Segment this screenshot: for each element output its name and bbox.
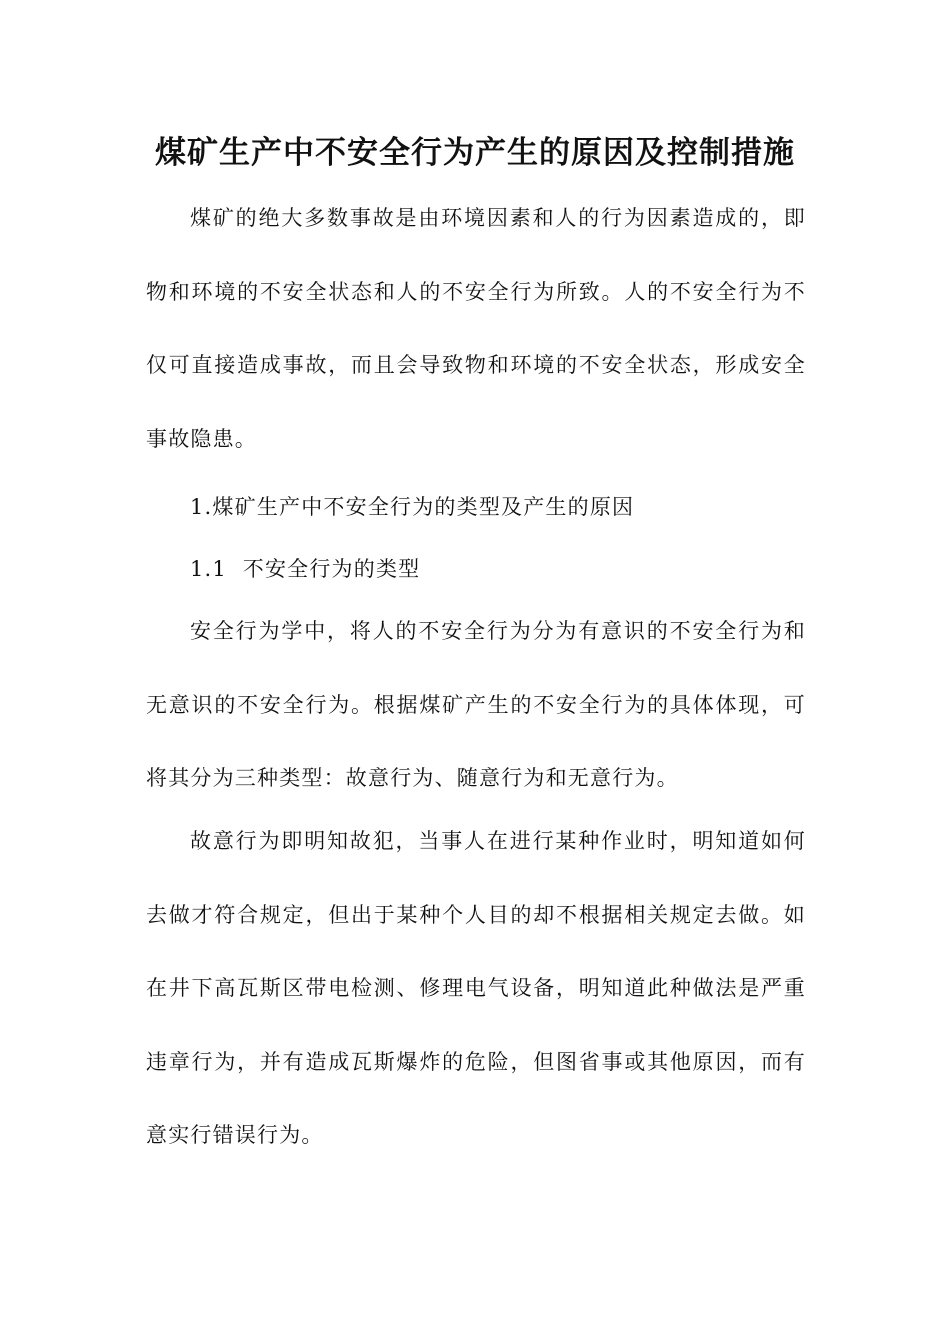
document-title: 煤矿生产中不安全行为产生的原因及控制措施 (155, 135, 795, 171)
subsection-heading-1-1: 1.1 不安全行为的类型 (190, 557, 421, 581)
section-heading-1: 1.煤矿生产中不安全行为的类型及产生的原因 (190, 495, 635, 519)
paragraph-types: 安全行为学中，将人的不安全行为分为有意识的不安全行为和无意识的不安全行为。根据煤矿产生的不安全行为的具体体现，可将其分为三种类型：故意行为、随意行为和无意行为。 (146, 619, 806, 790)
paragraph-intentional: 故意行为即明知故犯，当事人在进行某种作业时，明知道如何去做才符合规定，但出于某种个人目的却不根据相关规定去做。如在井下高瓦斯区带电检测、修理电气设备，明知道此种做法是严重违章行为，并有造成瓦斯爆炸的危险，但图省事或其他原因，而有意实行错误行为。 (146, 829, 806, 1147)
paragraph-intro: 煤矿的绝大多数事故是由环境因素和人的行为因素造成的，即物和环境的不安全状态和人的不安全行为所致。人的不安全行为不仅可直接造成事故，而且会导致物和环境的不安全状态，形成安全事故隐患。 (146, 206, 806, 451)
